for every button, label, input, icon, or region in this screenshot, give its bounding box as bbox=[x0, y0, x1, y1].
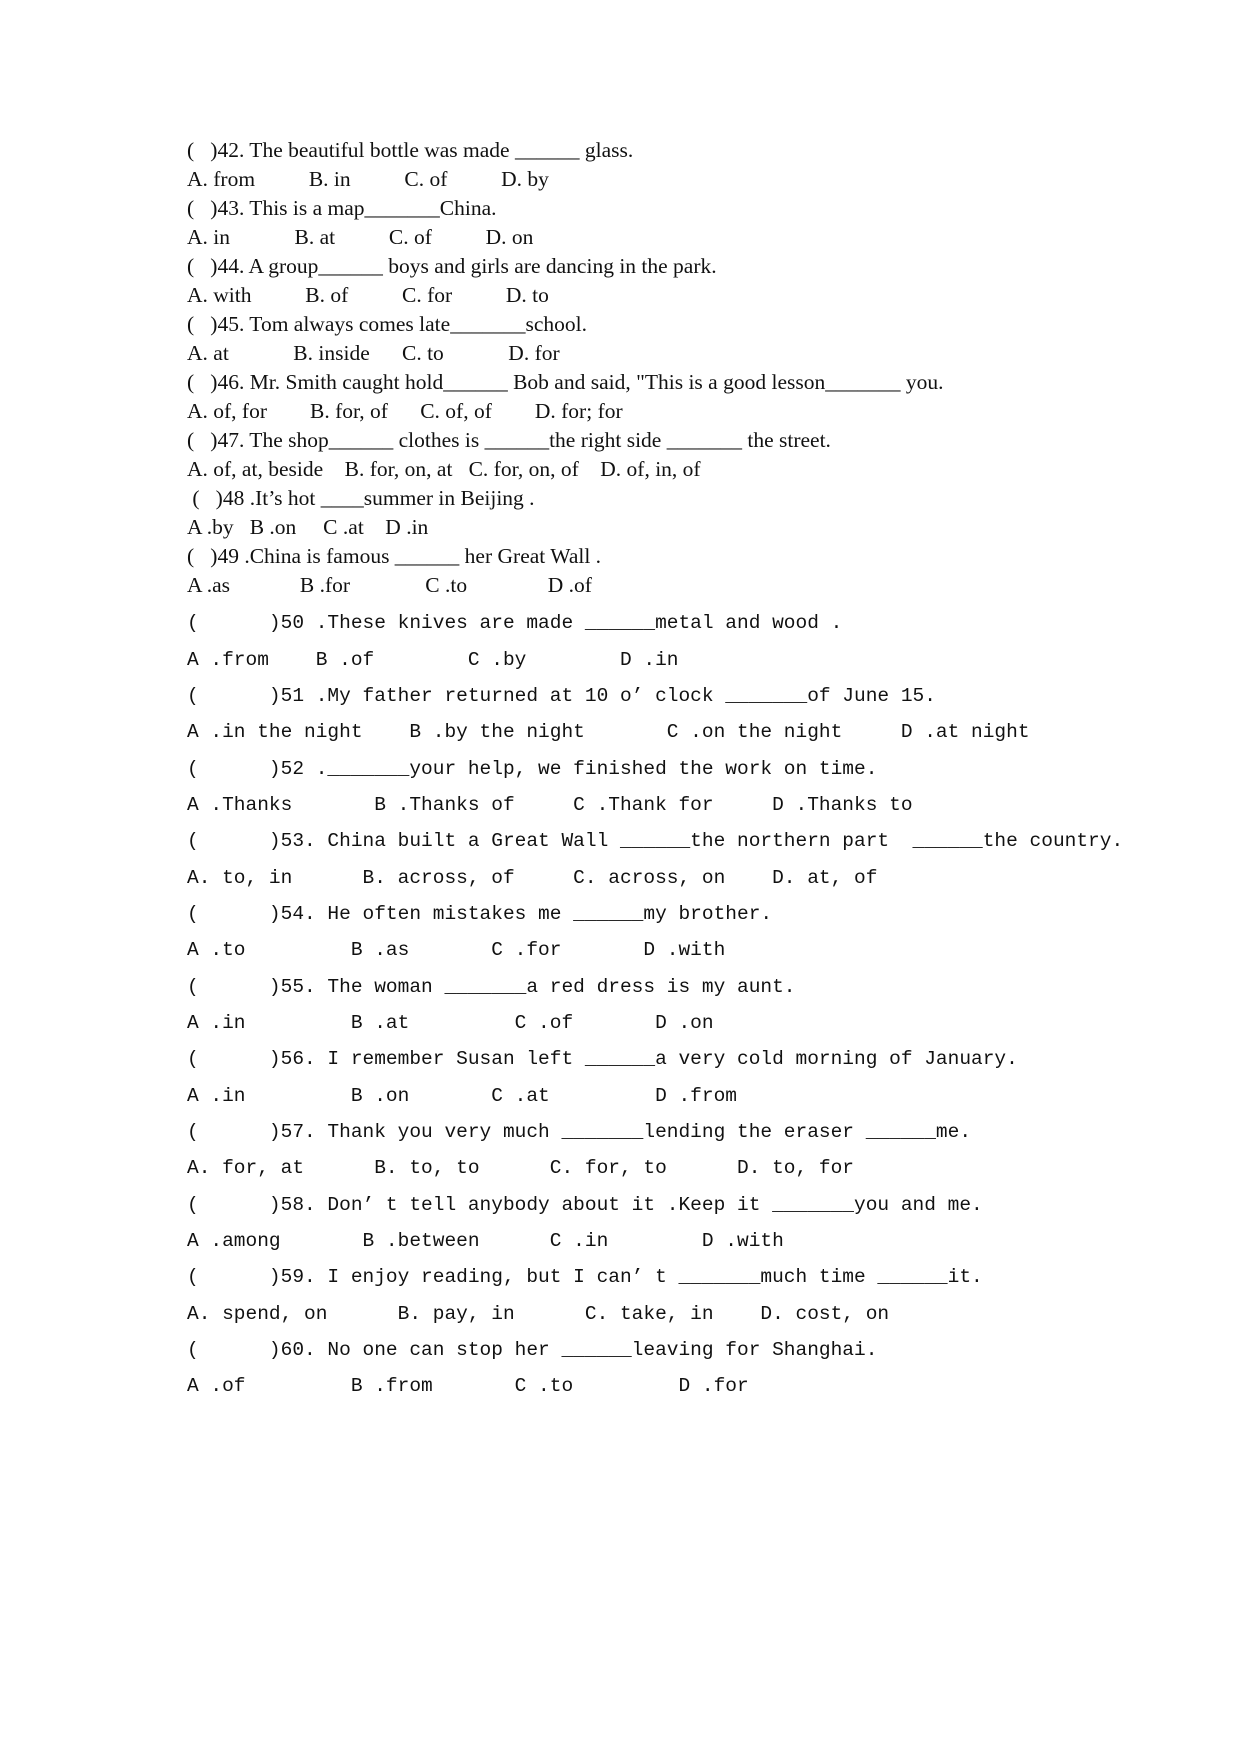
question-54: ( )54. He often mistakes me ______my brother. bbox=[187, 903, 773, 925]
options-45: A. at B. inside C. to D. for bbox=[187, 341, 560, 365]
question-42: ( )42. The beautiful bottle was made ______ glass. bbox=[187, 138, 634, 162]
question-56: ( )56. I remember Susan left ______a very cold morning of January. bbox=[187, 1048, 1018, 1070]
question-59: ( )59. I enjoy reading, but I can’ t _______much time ______it. bbox=[187, 1266, 983, 1288]
question-57: ( )57. Thank you very much _______lending the eraser ______me. bbox=[187, 1121, 972, 1143]
options-58: A .among B .between C .in D .with bbox=[187, 1230, 784, 1252]
question-50: ( )50 .These knives are made ______metal and wood . bbox=[187, 612, 843, 634]
options-50: A .from B .of C .by D .in bbox=[187, 649, 679, 671]
options-42: A. from B. in C. of D. by bbox=[187, 167, 549, 191]
options-48: A .by B .on C .at D .in bbox=[187, 515, 429, 539]
question-55: ( )55. The woman _______a red dress is my aunt. bbox=[187, 976, 796, 998]
question-49: ( )49 .China is famous ______ her Great Wall . bbox=[187, 544, 602, 568]
options-47: A. of, at, beside B. for, on, at C. for, on, of D. of, in, of bbox=[187, 457, 701, 481]
question-51: ( )51 .My father returned at 10 o’ clock _______of June 15. bbox=[187, 685, 936, 707]
options-43: A. in B. at C. of D. on bbox=[187, 225, 534, 249]
options-57: A. for, at B. to, to C. for, to D. to, for bbox=[187, 1157, 855, 1179]
options-60: A .of B .from C .to D .for bbox=[187, 1375, 749, 1397]
question-45: ( )45. Tom always comes late_______school. bbox=[187, 312, 587, 336]
options-52: A .Thanks B .Thanks of C .Thank for D .Thanks to bbox=[187, 794, 913, 816]
question-47: ( )47. The shop______ clothes is ______the right side _______ the street. bbox=[187, 428, 831, 452]
options-46: A. of, for B. for, of C. of, of D. for; for bbox=[187, 399, 623, 423]
options-53: A. to, in B. across, of C. across, on D. at, of bbox=[187, 867, 878, 889]
question-46: ( )46. Mr. Smith caught hold______ Bob and said, "This is a good lesson_______ you. bbox=[187, 370, 944, 394]
options-56: A .in B .on C .at D .from bbox=[187, 1085, 737, 1107]
options-59: A. spend, on B. pay, in C. take, in D. cost, on bbox=[187, 1303, 890, 1325]
options-55: A .in B .at C .of D .on bbox=[187, 1012, 714, 1034]
options-49: A .as B .for C .to D .of bbox=[187, 573, 592, 597]
question-52: ( )52 ._______your help, we finished the work on time. bbox=[187, 758, 878, 780]
options-44: A. with B. of C. for D. to bbox=[187, 283, 549, 307]
options-54: A .to B .as C .for D .with bbox=[187, 939, 726, 961]
question-58: ( )58. Don’ t tell anybody about it .Keep it _______you and me. bbox=[187, 1194, 983, 1216]
question-44: ( )44. A group______ boys and girls are dancing in the park. bbox=[187, 254, 717, 278]
options-51: A .in the night B .by the night C .on the night D .at night bbox=[187, 721, 1030, 743]
question-48: ( )48 .It’s hot ____summer in Beijing . bbox=[187, 486, 535, 510]
question-53: ( )53. China built a Great Wall ______the northern part ______the country. bbox=[187, 830, 1124, 852]
question-60: ( )60. No one can stop her ______leaving for Shanghai. bbox=[187, 1339, 878, 1361]
question-43: ( )43. This is a map_______China. bbox=[187, 196, 497, 220]
